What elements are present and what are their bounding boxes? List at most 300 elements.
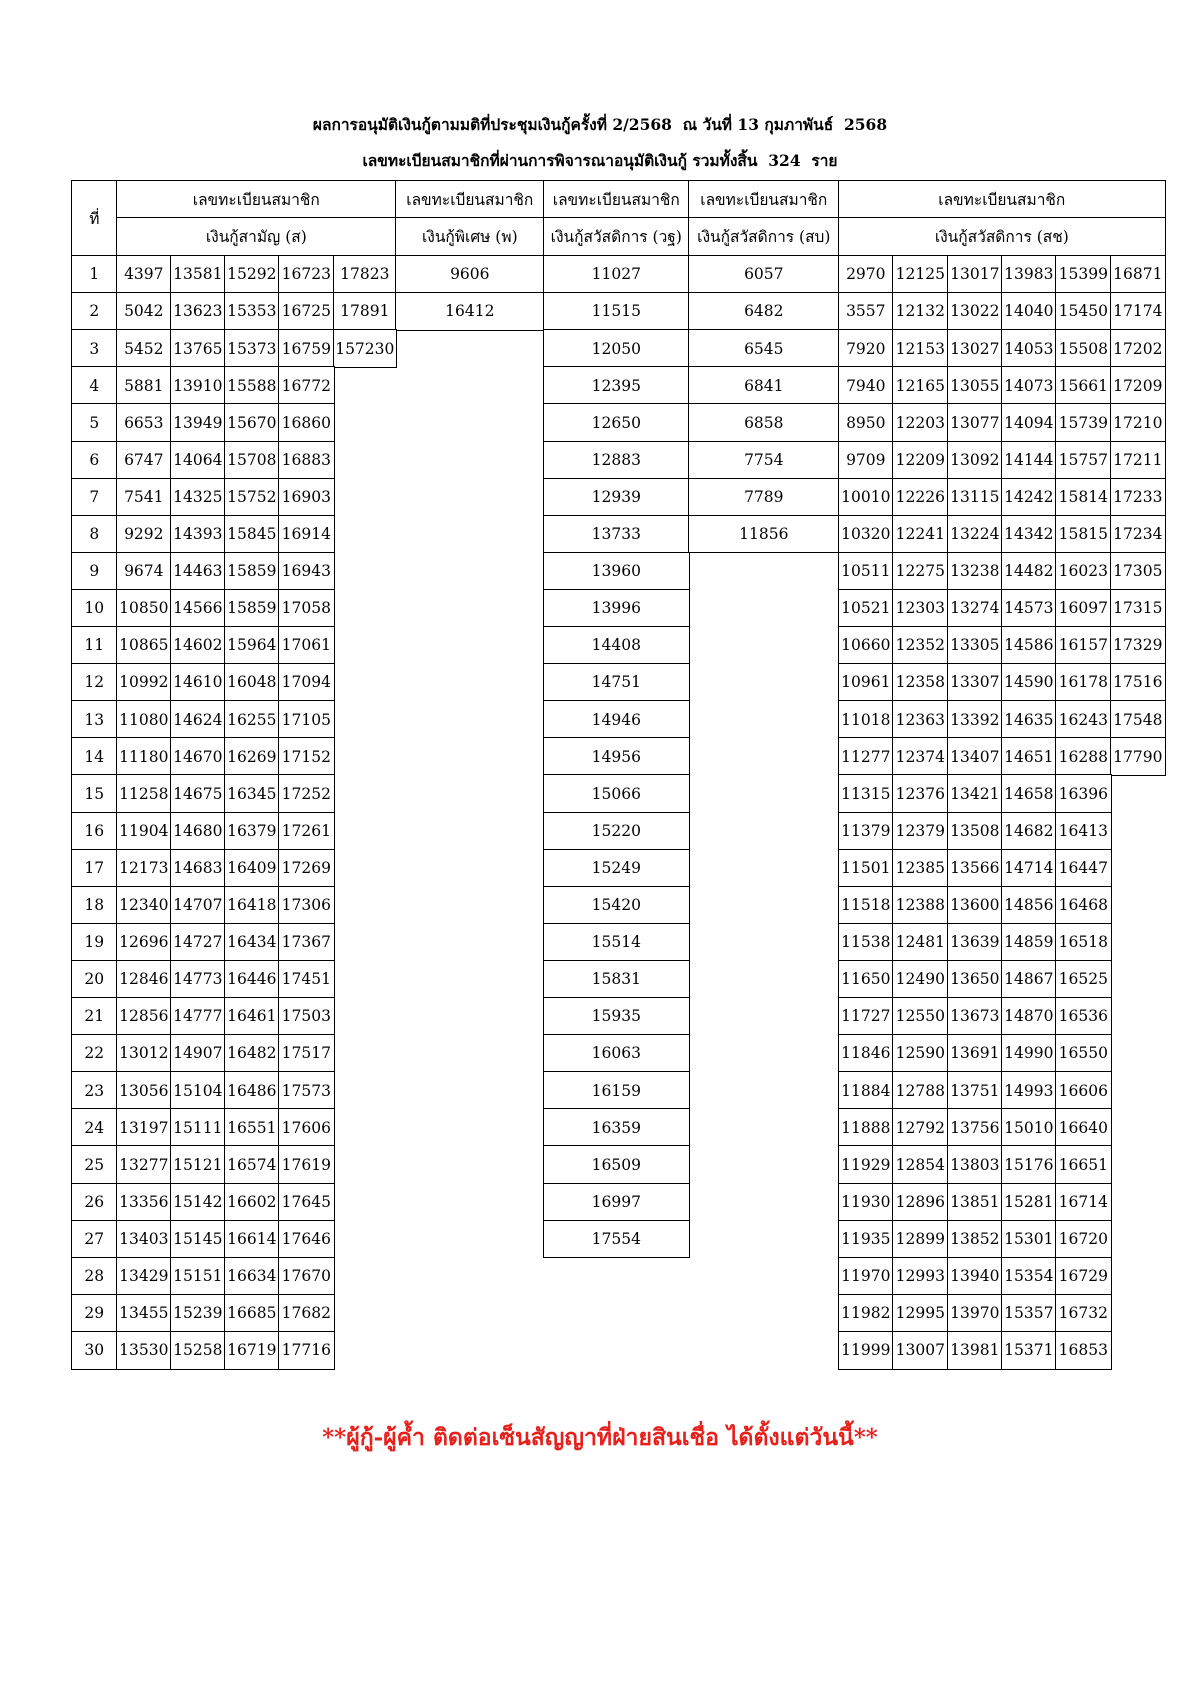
- column-header-ordinary: เลขทะเบียนสมาชิก: [116, 180, 397, 219]
- welfare-sc-member-no: 13224: [947, 515, 1003, 554]
- welfare-sc-member-no: 12481: [892, 923, 949, 962]
- row-number: 17: [71, 849, 118, 888]
- welfare-sc-member-no: 15757: [1055, 441, 1112, 480]
- ordinary-member-no: 17094: [278, 663, 335, 702]
- welfare-sc-member-no: 13981: [947, 1331, 1003, 1370]
- welfare-sc-member-no: 13940: [947, 1257, 1003, 1296]
- ordinary-member-no: 17891: [333, 292, 397, 331]
- welfare-sc-member-no: 12550: [892, 997, 949, 1036]
- welfare-sc-member-no: 13007: [892, 1331, 949, 1370]
- ordinary-member-no: 16719: [224, 1331, 280, 1370]
- welfare-v-member-no: 12050: [543, 329, 690, 368]
- ordinary-member-no: 14670: [170, 737, 226, 776]
- welfare-sc-member-no: 17305: [1110, 552, 1166, 591]
- ordinary-member-no: 15145: [170, 1220, 226, 1259]
- ordinary-member-no: 6747: [116, 441, 172, 480]
- ordinary-member-no: 6653: [116, 403, 172, 442]
- welfare-sc-member-no: 17329: [1110, 626, 1166, 665]
- ordinary-member-no: 16903: [278, 478, 335, 517]
- column-header-welfare-sb: เลขทะเบียนสมาชิก: [688, 180, 840, 219]
- special-member-no: 16412: [395, 292, 545, 331]
- welfare-sc-member-no: 13650: [947, 960, 1003, 999]
- welfare-sc-member-no: 15354: [1001, 1257, 1057, 1296]
- welfare-sc-member-no: 12899: [892, 1220, 949, 1259]
- welfare-sc-member-no: 7940: [838, 366, 894, 405]
- ordinary-member-no: 16914: [278, 515, 335, 554]
- ordinary-member-no: 16418: [224, 886, 280, 925]
- ordinary-member-no: 16482: [224, 1034, 280, 1073]
- ordinary-member-no: 15239: [170, 1294, 226, 1333]
- ordinary-member-no: 11258: [116, 774, 172, 813]
- row-number: 15: [71, 774, 118, 813]
- welfare-sc-member-no: 13392: [947, 700, 1003, 739]
- welfare-sc-member-no: 12363: [892, 700, 949, 739]
- welfare-sb-member-no: 11856: [688, 515, 840, 554]
- welfare-sc-member-no: 11884: [838, 1071, 894, 1110]
- welfare-sc-member-no: 13421: [947, 774, 1003, 813]
- ordinary-member-no: 16759: [278, 329, 335, 368]
- welfare-sb-member-no: 6858: [688, 403, 840, 442]
- welfare-sc-member-no: 14856: [1001, 886, 1057, 925]
- welfare-sc-member-no: 11518: [838, 886, 894, 925]
- welfare-v-member-no: 15420: [543, 886, 690, 925]
- row-number: 20: [71, 960, 118, 999]
- welfare-sc-member-no: 13077: [947, 403, 1003, 442]
- row-number: 13: [71, 700, 118, 739]
- welfare-sc-member-no: 14635: [1001, 700, 1057, 739]
- welfare-sc-member-no: 12385: [892, 849, 949, 888]
- ordinary-member-no: 14393: [170, 515, 226, 554]
- contact-notice: **ผู้กู้-ผู้ค้ำ ติดต่อเซ็นสัญญาที่ฝ่ายสินเชื่อ ได้ตั้งแต่วันนี้**: [322, 1424, 878, 1451]
- row-number: 1: [71, 255, 118, 294]
- ordinary-member-no: 17061: [278, 626, 335, 665]
- welfare-sc-member-no: 14682: [1001, 812, 1057, 851]
- welfare-sc-member-no: 16413: [1055, 812, 1112, 851]
- ordinary-member-no: 16434: [224, 923, 280, 962]
- welfare-sc-member-no: 11379: [838, 812, 894, 851]
- ordinary-member-no: 17606: [278, 1108, 335, 1147]
- welfare-sc-member-no: 16651: [1055, 1145, 1112, 1184]
- welfare-v-member-no: 12939: [543, 478, 690, 517]
- ordinary-member-no: 13197: [116, 1108, 172, 1147]
- welfare-sc-member-no: 13673: [947, 997, 1003, 1036]
- ordinary-member-no: 15845: [224, 515, 280, 554]
- welfare-v-member-no: 15066: [543, 774, 690, 813]
- ordinary-member-no: 14602: [170, 626, 226, 665]
- column-subheader-welfare-sc: เงินกู้สวัสดิการ (สช): [838, 217, 1166, 257]
- ordinary-member-no: 15353: [224, 292, 280, 331]
- welfare-sc-member-no: 14590: [1001, 663, 1057, 702]
- welfare-v-member-no: 13960: [543, 552, 690, 591]
- welfare-sc-member-no: 12209: [892, 441, 949, 480]
- ordinary-member-no: 12340: [116, 886, 172, 925]
- ordinary-member-no: 14610: [170, 663, 226, 702]
- ordinary-member-no: 157230: [333, 329, 397, 368]
- welfare-sc-member-no: 12275: [892, 552, 949, 591]
- welfare-v-member-no: 13733: [543, 515, 690, 554]
- welfare-sc-member-no: 16447: [1055, 849, 1112, 888]
- ordinary-member-no: 15258: [170, 1331, 226, 1370]
- ordinary-member-no: 5042: [116, 292, 172, 331]
- welfare-sc-member-no: 14859: [1001, 923, 1057, 962]
- ordinary-member-no: 15142: [170, 1183, 226, 1222]
- ordinary-member-no: 12696: [116, 923, 172, 962]
- welfare-sc-member-no: 16243: [1055, 700, 1112, 739]
- ordinary-member-no: 15104: [170, 1071, 226, 1110]
- welfare-sc-member-no: 12376: [892, 774, 949, 813]
- column-header-special: เลขทะเบียนสมาชิก: [395, 180, 545, 219]
- row-number: 24: [71, 1108, 118, 1147]
- row-number: 26: [71, 1183, 118, 1222]
- ordinary-member-no: 16725: [278, 292, 335, 331]
- special-member-no: 9606: [395, 255, 545, 294]
- ordinary-member-no: 12856: [116, 997, 172, 1036]
- welfare-sc-member-no: 12303: [892, 589, 949, 628]
- welfare-sc-member-no: 16288: [1055, 737, 1112, 776]
- ordinary-member-no: 13623: [170, 292, 226, 331]
- welfare-sc-member-no: 13803: [947, 1145, 1003, 1184]
- welfare-sc-member-no: 14586: [1001, 626, 1057, 665]
- ordinary-member-no: 16269: [224, 737, 280, 776]
- welfare-sc-member-no: 15399: [1055, 255, 1112, 294]
- welfare-sc-member-no: 16732: [1055, 1294, 1112, 1333]
- column-subheader-ordinary: เงินกู้สามัญ (ส): [116, 217, 397, 257]
- ordinary-member-no: 13581: [170, 255, 226, 294]
- ordinary-member-no: 13403: [116, 1220, 172, 1259]
- row-number: 16: [71, 812, 118, 851]
- welfare-sc-member-no: 14993: [1001, 1071, 1057, 1110]
- row-number: 22: [71, 1034, 118, 1073]
- welfare-sc-member-no: 12352: [892, 626, 949, 665]
- ordinary-member-no: 16574: [224, 1145, 280, 1184]
- column-subheader-welfare-sb: เงินกู้สวัสดิการ (สบ): [688, 217, 840, 257]
- welfare-sc-member-no: 12995: [892, 1294, 949, 1333]
- welfare-v-member-no: 14946: [543, 700, 690, 739]
- ordinary-member-no: 17503: [278, 997, 335, 1036]
- welfare-sc-member-no: 16468: [1055, 886, 1112, 925]
- ordinary-member-no: 14727: [170, 923, 226, 962]
- welfare-sc-member-no: 14658: [1001, 774, 1057, 813]
- ordinary-member-no: 14680: [170, 812, 226, 851]
- welfare-sc-member-no: 13751: [947, 1071, 1003, 1110]
- welfare-sc-member-no: 12132: [892, 292, 949, 331]
- welfare-sc-member-no: 11982: [838, 1294, 894, 1333]
- ordinary-member-no: 13277: [116, 1145, 172, 1184]
- welfare-sc-member-no: 14053: [1001, 329, 1057, 368]
- welfare-sc-member-no: 12153: [892, 329, 949, 368]
- welfare-sc-member-no: 10320: [838, 515, 894, 554]
- ordinary-member-no: 15752: [224, 478, 280, 517]
- ordinary-member-no: 16461: [224, 997, 280, 1036]
- welfare-v-member-no: 14956: [543, 737, 690, 776]
- ordinary-member-no: 15151: [170, 1257, 226, 1296]
- welfare-sc-member-no: 16178: [1055, 663, 1112, 702]
- welfare-sc-member-no: 13055: [947, 366, 1003, 405]
- welfare-sc-member-no: 16550: [1055, 1034, 1112, 1073]
- ordinary-member-no: 9292: [116, 515, 172, 554]
- ordinary-member-no: 17367: [278, 923, 335, 962]
- welfare-sc-member-no: 9709: [838, 441, 894, 480]
- welfare-sc-member-no: 16023: [1055, 552, 1112, 591]
- welfare-sc-member-no: 13305: [947, 626, 1003, 665]
- welfare-sc-member-no: 12490: [892, 960, 949, 999]
- ordinary-member-no: 14683: [170, 849, 226, 888]
- welfare-sc-member-no: 7920: [838, 329, 894, 368]
- welfare-sc-member-no: 13852: [947, 1220, 1003, 1259]
- welfare-v-member-no: 13996: [543, 589, 690, 628]
- welfare-sb-member-no: 7789: [688, 478, 840, 517]
- welfare-sc-member-no: 11315: [838, 774, 894, 813]
- welfare-sc-member-no: 12165: [892, 366, 949, 405]
- welfare-sb-member-no: 6482: [688, 292, 840, 331]
- welfare-sc-member-no: 11929: [838, 1145, 894, 1184]
- welfare-sc-member-no: 12358: [892, 663, 949, 702]
- ordinary-member-no: 17269: [278, 849, 335, 888]
- ordinary-member-no: 14777: [170, 997, 226, 1036]
- welfare-sc-member-no: 14482: [1001, 552, 1057, 591]
- welfare-sc-member-no: 17790: [1110, 737, 1166, 776]
- welfare-sc-member-no: 10660: [838, 626, 894, 665]
- ordinary-member-no: 13910: [170, 366, 226, 405]
- welfare-sc-member-no: 15661: [1055, 366, 1112, 405]
- welfare-sc-member-no: 16871: [1110, 255, 1166, 294]
- welfare-sc-member-no: 13639: [947, 923, 1003, 962]
- ordinary-member-no: 4397: [116, 255, 172, 294]
- welfare-v-member-no: 14751: [543, 663, 690, 702]
- ordinary-member-no: 13765: [170, 329, 226, 368]
- welfare-sc-member-no: 17174: [1110, 292, 1166, 331]
- welfare-sc-member-no: 16157: [1055, 626, 1112, 665]
- welfare-sc-member-no: 2970: [838, 255, 894, 294]
- welfare-sc-member-no: 14573: [1001, 589, 1057, 628]
- row-number: 11: [71, 626, 118, 665]
- ordinary-member-no: 17058: [278, 589, 335, 628]
- ordinary-member-no: 17619: [278, 1145, 335, 1184]
- ordinary-member-no: 15292: [224, 255, 280, 294]
- welfare-v-member-no: 15514: [543, 923, 690, 962]
- ordinary-member-no: 15373: [224, 329, 280, 368]
- welfare-v-member-no: 14408: [543, 626, 690, 665]
- ordinary-member-no: 17573: [278, 1071, 335, 1110]
- ordinary-member-no: 16685: [224, 1294, 280, 1333]
- welfare-sc-member-no: 11018: [838, 700, 894, 739]
- ordinary-member-no: 10865: [116, 626, 172, 665]
- welfare-sc-member-no: 17210: [1110, 403, 1166, 442]
- row-number: 2: [71, 292, 118, 331]
- welfare-sc-member-no: 11277: [838, 737, 894, 776]
- ordinary-member-no: 5452: [116, 329, 172, 368]
- welfare-sc-member-no: 12993: [892, 1257, 949, 1296]
- welfare-sc-member-no: 12788: [892, 1071, 949, 1110]
- welfare-sc-member-no: 11999: [838, 1331, 894, 1370]
- ordinary-member-no: 17261: [278, 812, 335, 851]
- welfare-sc-member-no: 11727: [838, 997, 894, 1036]
- row-number: 4: [71, 366, 118, 405]
- welfare-sc-member-no: 15281: [1001, 1183, 1057, 1222]
- ordinary-member-no: 14707: [170, 886, 226, 925]
- row-number: 19: [71, 923, 118, 962]
- ordinary-member-no: 15121: [170, 1145, 226, 1184]
- welfare-v-member-no: 16359: [543, 1108, 690, 1147]
- welfare-sc-member-no: 13274: [947, 589, 1003, 628]
- ordinary-member-no: 17645: [278, 1183, 335, 1222]
- row-number: 18: [71, 886, 118, 925]
- welfare-sc-member-no: 14990: [1001, 1034, 1057, 1073]
- welfare-sc-member-no: 15010: [1001, 1108, 1057, 1147]
- ordinary-member-no: 14325: [170, 478, 226, 517]
- ordinary-member-no: 13012: [116, 1034, 172, 1073]
- welfare-sc-member-no: 12854: [892, 1145, 949, 1184]
- welfare-v-member-no: 15249: [543, 849, 690, 888]
- welfare-sc-member-no: 12203: [892, 403, 949, 442]
- welfare-sc-member-no: 16853: [1055, 1331, 1112, 1370]
- welfare-sc-member-no: 14040: [1001, 292, 1057, 331]
- ordinary-member-no: 15859: [224, 589, 280, 628]
- ordinary-member-no: 17451: [278, 960, 335, 999]
- welfare-sc-member-no: 12374: [892, 737, 949, 776]
- ordinary-member-no: 11180: [116, 737, 172, 776]
- welfare-sc-member-no: 15815: [1055, 515, 1112, 554]
- welfare-sc-member-no: 11970: [838, 1257, 894, 1296]
- ordinary-member-no: 12173: [116, 849, 172, 888]
- welfare-sb-member-no: 7754: [688, 441, 840, 480]
- welfare-sc-member-no: 11935: [838, 1220, 894, 1259]
- welfare-sc-member-no: 16097: [1055, 589, 1112, 628]
- welfare-v-member-no: 12883: [543, 441, 690, 480]
- welfare-sc-member-no: 13756: [947, 1108, 1003, 1147]
- welfare-v-member-no: 15831: [543, 960, 690, 999]
- column-subheader-special: เงินกู้พิเศษ (พ): [395, 217, 545, 257]
- welfare-sc-member-no: 17209: [1110, 366, 1166, 405]
- row-number: 6: [71, 441, 118, 480]
- ordinary-member-no: 16048: [224, 663, 280, 702]
- welfare-sc-member-no: 14714: [1001, 849, 1057, 888]
- welfare-v-member-no: 12650: [543, 403, 690, 442]
- ordinary-member-no: 16860: [278, 403, 335, 442]
- welfare-sc-member-no: 15301: [1001, 1220, 1057, 1259]
- page-subtitle: เลขทะเบียนสมาชิกที่ผ่านการพิจารณาอนุมัติเงินกู้ รวมทั้งสิ้น 324 ราย: [362, 151, 838, 170]
- welfare-sc-member-no: 14242: [1001, 478, 1057, 517]
- row-number: 14: [71, 737, 118, 776]
- ordinary-member-no: 12846: [116, 960, 172, 999]
- ordinary-member-no: 16723: [278, 255, 335, 294]
- welfare-sc-member-no: 12590: [892, 1034, 949, 1073]
- column-header-no: ที่: [71, 180, 118, 257]
- ordinary-member-no: 13530: [116, 1331, 172, 1370]
- welfare-sc-member-no: 15176: [1001, 1145, 1057, 1184]
- welfare-sc-member-no: 12379: [892, 812, 949, 851]
- welfare-sc-member-no: 13027: [947, 329, 1003, 368]
- row-number: 9: [71, 552, 118, 591]
- ordinary-member-no: 11080: [116, 700, 172, 739]
- ordinary-member-no: 7541: [116, 478, 172, 517]
- welfare-sc-member-no: 13983: [1001, 255, 1057, 294]
- welfare-v-member-no: 16159: [543, 1071, 690, 1110]
- welfare-sc-member-no: 16640: [1055, 1108, 1112, 1147]
- welfare-sc-member-no: 14144: [1001, 441, 1057, 480]
- welfare-sc-member-no: 16396: [1055, 774, 1112, 813]
- ordinary-member-no: 17682: [278, 1294, 335, 1333]
- welfare-sc-member-no: 13508: [947, 812, 1003, 851]
- welfare-sc-member-no: 13566: [947, 849, 1003, 888]
- welfare-sc-member-no: 13022: [947, 292, 1003, 331]
- ordinary-member-no: 16379: [224, 812, 280, 851]
- welfare-sc-member-no: 14073: [1001, 366, 1057, 405]
- welfare-sc-member-no: 16525: [1055, 960, 1112, 999]
- row-number: 29: [71, 1294, 118, 1333]
- welfare-sc-member-no: 13115: [947, 478, 1003, 517]
- ordinary-member-no: 15859: [224, 552, 280, 591]
- row-number: 5: [71, 403, 118, 442]
- welfare-sc-member-no: 15357: [1001, 1294, 1057, 1333]
- welfare-sc-member-no: 14342: [1001, 515, 1057, 554]
- ordinary-member-no: 10850: [116, 589, 172, 628]
- welfare-sc-member-no: 10961: [838, 663, 894, 702]
- welfare-sc-member-no: 11888: [838, 1108, 894, 1147]
- ordinary-member-no: 17252: [278, 774, 335, 813]
- welfare-sc-member-no: 17548: [1110, 700, 1166, 739]
- ordinary-member-no: 14624: [170, 700, 226, 739]
- ordinary-member-no: 16409: [224, 849, 280, 888]
- welfare-sc-member-no: 16518: [1055, 923, 1112, 962]
- ordinary-member-no: 16634: [224, 1257, 280, 1296]
- welfare-sc-member-no: 13092: [947, 441, 1003, 480]
- ordinary-member-no: 10992: [116, 663, 172, 702]
- welfare-sb-member-no: 6057: [688, 255, 840, 294]
- page-title: ผลการอนุมัติเงินกู้ตามมติที่ประชุมเงินกู้ครั้งที่ 2/2568 ณ วันที่ 13 กุมภาพันธ์ 2568: [312, 115, 888, 134]
- ordinary-member-no: 13356: [116, 1183, 172, 1222]
- row-number: 23: [71, 1071, 118, 1110]
- ordinary-member-no: 16551: [224, 1108, 280, 1147]
- welfare-sc-member-no: 12388: [892, 886, 949, 925]
- ordinary-member-no: 16602: [224, 1183, 280, 1222]
- welfare-sc-member-no: 16714: [1055, 1183, 1112, 1222]
- welfare-sc-member-no: 10511: [838, 552, 894, 591]
- row-number: 25: [71, 1145, 118, 1184]
- welfare-sc-member-no: 15508: [1055, 329, 1112, 368]
- welfare-v-member-no: 15935: [543, 997, 690, 1036]
- ordinary-member-no: 14566: [170, 589, 226, 628]
- ordinary-member-no: 5881: [116, 366, 172, 405]
- column-header-welfare-sc: เลขทะเบียนสมาชิก: [838, 180, 1166, 219]
- welfare-sc-member-no: 12226: [892, 478, 949, 517]
- ordinary-member-no: 17517: [278, 1034, 335, 1073]
- row-number: 8: [71, 515, 118, 554]
- welfare-sc-member-no: 11501: [838, 849, 894, 888]
- ordinary-member-no: 13455: [116, 1294, 172, 1333]
- ordinary-member-no: 16446: [224, 960, 280, 999]
- welfare-sc-member-no: 8950: [838, 403, 894, 442]
- ordinary-member-no: 14907: [170, 1034, 226, 1073]
- row-number: 21: [71, 997, 118, 1036]
- ordinary-member-no: 16255: [224, 700, 280, 739]
- welfare-sc-member-no: 13238: [947, 552, 1003, 591]
- ordinary-member-no: 9674: [116, 552, 172, 591]
- welfare-sc-member-no: 15739: [1055, 403, 1112, 442]
- welfare-sc-member-no: 13970: [947, 1294, 1003, 1333]
- welfare-sc-member-no: 15450: [1055, 292, 1112, 331]
- welfare-sc-member-no: 17234: [1110, 515, 1166, 554]
- welfare-v-member-no: 11027: [543, 255, 690, 294]
- welfare-sc-member-no: 12241: [892, 515, 949, 554]
- welfare-v-member-no: 12395: [543, 366, 690, 405]
- ordinary-member-no: 15708: [224, 441, 280, 480]
- welfare-sc-member-no: 13851: [947, 1183, 1003, 1222]
- ordinary-member-no: 15588: [224, 366, 280, 405]
- welfare-sc-member-no: 17315: [1110, 589, 1166, 628]
- column-subheader-welfare-v: เงินกู้สวัสดิการ (วฐ): [543, 217, 690, 257]
- welfare-v-member-no: 15220: [543, 812, 690, 851]
